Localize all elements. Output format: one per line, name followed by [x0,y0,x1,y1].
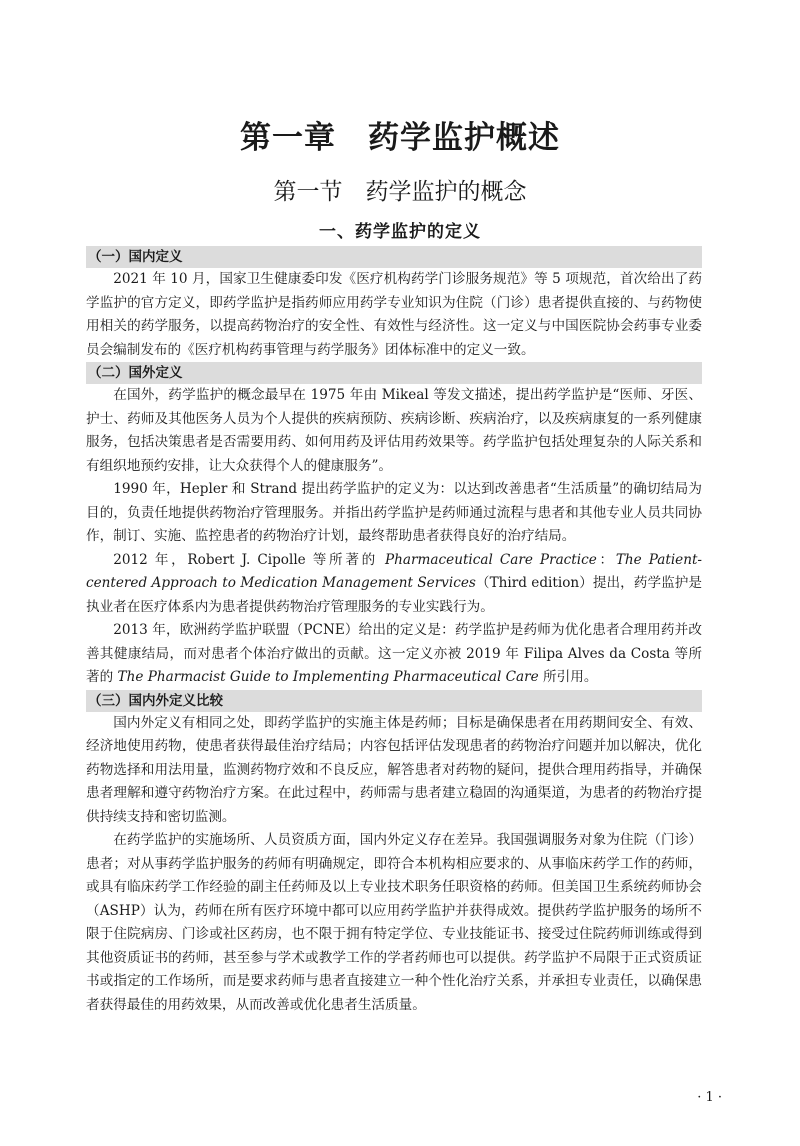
paragraph [86,619,702,690]
block-definition-comparison [86,690,702,1018]
heading-domestic-definition: （一）国内定义 [86,246,702,268]
text-segment: 在国外，药学监护的概念最早在 1975 年由 Mikeal 等发文描述，提出药学监护是“医师、牙医、护士、药师及其他医务人员为个人提供的疾病预防、疾病诊断、疾病治疗，以及疾病康复的一系列健康服务，包括决策患者是否需要用药、如何用药及评估用药效果等。药学监护包括处理复杂的人际关系和有组织地预约安排，让大众获得个人的健康服务”。 [86,387,702,474]
body-content [86,246,702,1017]
text-segment: 2021 年 10 月，国家卫生健康委印发《医疗机构药学门诊服务规范》等 5 项规范，首次给出了药学监护的官方定义，即药学监护是指药师应用药学专业知识为住院（门诊）患者提供直接的、与药物使用相关的药学服务，以提高药物治疗的安全性、有效性与经济性。这一定义与中国医院协会药事专业委员会编制发布的《医疗机构药事管理与药学服务》团体标准中的定义一致。 [86,271,702,358]
book-title: The Pharmacist Guide to Implementing Pharmaceutical Care [117,669,539,685]
book-title: Pharmaceutical Care Practice [385,551,597,568]
text-segment: 2013 年，欧洲药学监护联盟（PCNE）给出的定义是：药学监护是药师为优化患者合理用药并改善其健康结局，而对患者个体治疗做出的贡献。这一定义亦被 2019 年 Filipa Alves da Costa 等所著的 [86,622,702,685]
paragraph [86,478,702,549]
text-segment: 在药学监护的实施场所、人员资质方面，国内外定义存在差异。我国强调服务对象为住院（门诊）患者；对从事药学监护服务的药师有明确规定，即符合本机构相应要求的、从事临床药学工作的药师，或具有临床药学工作经验的副主任药师及以上专业技术职务任职资格的药师。但美国卫生系统药师协会（ASHP）认为，药师在所有医疗环境中都可以应用药学监护并获得成效。提供药学监护服务的场所不限于住院病房、门诊或社区药房，也不限于拥有特定学位、专业技能证书、接受过住院药师训练或得到其他资质证书的药师，甚至参与学术或教学工作的学者药师也可以提供。药学监护不局限于正式资质证书或指定的工作场所，而是要求药师与患者直接建立一种个性化治疗关系，并承担专业责任，以确保患者获得最佳的用药效果，从而改善或优化患者生活质量。 [86,832,702,1013]
page-number: · 1 · [697,1090,722,1105]
subsection-title: 一、药学监护的定义 [319,222,481,242]
text-segment: 所引用。 [538,669,598,685]
text-segment: 国内外定义有相同之处，即药学监护的实施主体是药师；目标是确保患者在用药期间安全、有效、经济地使用药物，使患者获得最佳治疗结局；内容包括评估发现患者的药物治疗问题并加以解决，优化药物选择和用法用量，监测药物疗效和不良反应，解答患者对药物的疑问，提供合理用药指导，并确保患者理解和遵守药物治疗方案。在此过程中，药师需与患者建立稳固的沟通渠道，为患者的药物治疗提供持续支持和密切监测。 [86,714,702,825]
heading-foreign-definition: （二）国外定义 [86,362,702,384]
paragraph [86,268,702,362]
section-title: 第一节 药学监护的概念 [273,179,527,205]
text-segment: 1990 年，Hepler 和 Strand 提出药学监护的定义为：以达到改善患者“生活质量”的确切结局为目的，负责任地提供药物治疗管理服务。并指出药学监护是药师通过流程与患者和其他专业人员共同协作，制订、实施、监控患者的药物治疗计划，最终帮助患者获得良好的治疗结局。 [86,481,702,544]
paragraph [86,549,702,620]
paragraph [86,829,702,1017]
text-segment: ： [596,551,616,568]
heading-definition-comparison: （三）国内外定义比较 [86,690,702,712]
text-segment: 2012 年，Robert J. Cipolle 等所著的 [113,551,386,568]
block-domestic-definition [86,246,702,362]
chapter-title: 第一章 药学监护概述 [240,120,560,156]
paragraph [86,712,702,830]
text-segment: （Third edition）提出，药学监护是执业者在医疗体系内为患者提供药物治疗管理服务的专业实践行为。 [86,575,702,615]
book-subtitle: The Patient-centered Approach to Medication Management Services [86,551,703,591]
paragraph [86,384,702,478]
block-foreign-definition [86,362,702,690]
